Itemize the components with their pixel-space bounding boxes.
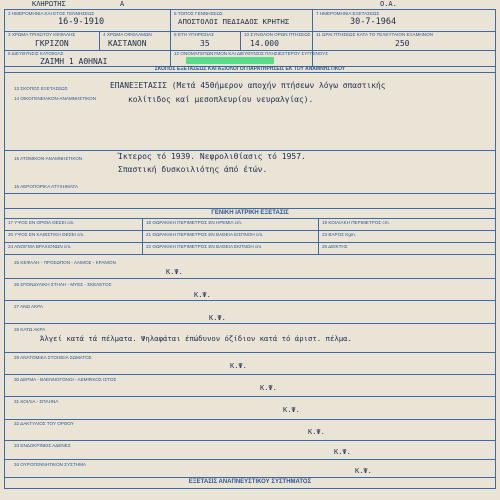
rule	[4, 242, 496, 243]
rule	[4, 419, 496, 420]
total-flight-hours-label: 10 ΣΥΝΟΛΟΝ ΟΡΩΝ ΠΤΗΣΕΩΣ	[244, 32, 311, 37]
birthdate-label: 2 ΗΜΕΡΟΜΗΝΙΑ ΚΑΙ ΕΤΟΣ ΓΕΝΝΗΣΕΩΣ	[8, 11, 95, 16]
rule	[4, 488, 496, 489]
rule	[495, 9, 496, 488]
endocrine-value: Κ.Ψ.	[334, 448, 351, 456]
birthplace-value: ΑΠΟΣΤΟΛΟΙ ΠΕΔΙΑΔΟΣ ΚΡΗΤΗΣ	[178, 17, 290, 26]
rule	[4, 218, 496, 219]
recent-flight-hours-value: 250	[395, 39, 410, 48]
header-field-mid: Α	[120, 0, 125, 8]
rule	[318, 218, 319, 254]
rule	[99, 31, 100, 50]
rule	[4, 72, 496, 73]
personal-history-line-2: Σπαστική δυσκοιλιότης άπό έτών.	[118, 165, 268, 174]
recent-flight-hours-label: 11 ΩΡΑΙ ΠΤΗΣΕΩΣ ΚΑΤΑ ΤΟ ΤΕΛΕΥΤΑΙΟΝ ΕΞΑΜΗΝΟΝ	[316, 32, 433, 37]
redaction-highlight	[186, 57, 274, 64]
abdomen-label: 31 ΚΟΙΛΙΑ - ΣΠΛΗΝΑ	[14, 399, 59, 404]
eye-color-label: 4 ΧΡΩΜΑ ΟΦΘΑΛΜΩΝ	[103, 32, 152, 37]
upper-limbs-label: 27 ΑΝΩ ΑΚΡΑ	[14, 304, 43, 309]
sitting-height-label: 20 ΥΨΟΣ ΕΝ ΚΑΘΙΣΤΙΚΗ ΘΕΣΕΙ cm.	[8, 232, 85, 237]
rule	[4, 440, 496, 441]
lower-limbs-value: Άλγεί κατά τά πέλματα. Ψηλαφάται έπώδυνον όζίδιον κατά τό άριστ. πέλμα.	[40, 334, 352, 343]
chest-rest-label: 18 ΘΩΡΑΚΙΚΗ ΠΕΡΙΜΕΤΡΟΣ ΕΝ ΗΡΕΜΙΑ cm.	[146, 220, 243, 225]
head-value: Κ.Ψ.	[166, 268, 183, 276]
respiratory-exam-title: ΕΞΕΤΑΣΙΣ ΑΝΑΠΝΕΥΣΤΙΚΟΥ ΣΥΣΤΗΜΑΤΟΣ	[188, 479, 312, 485]
hair-color-label: 3 ΧΡΩΜΑ ΤΡΙΧΩΤΟΥ ΚΕΦΑΛΗΣ	[8, 32, 76, 37]
total-flight-hours-value: 14.000	[250, 39, 279, 48]
rule	[312, 9, 313, 66]
birthdate-value: 16-9-1910	[58, 17, 105, 27]
rule	[240, 31, 241, 50]
next-of-kin-label: 12 ΟΝΟΜΑΤΕΠΩΝΥΜΟΝ ΚΑΙ ΔΙΕΥΘΥΝΣΙΣ ΠΛΗΣΙΕΣΤΕΡΟΥ ΣΥΓΓΕΝΟΥΣ	[174, 51, 329, 56]
rule	[4, 352, 496, 353]
rule	[4, 459, 496, 460]
service-years-label: 8 ΕΤΗ ΥΠΗΡΕΣΙΑΣ	[174, 32, 215, 37]
rule	[4, 278, 496, 279]
exam-date-label: 7 ΗΜΕΡΟΜΗΝΙΑ ΕΞΕΤΑΣΕΩΣ	[316, 11, 380, 16]
rule	[4, 254, 496, 255]
anatomy-value: Κ.Ψ.	[230, 362, 247, 370]
head-label: 25 ΚΕΦΑΛΗ - ΠΡΟΣΩΠΟΝ - ΛΑΙΜΟΣ - ΚΡΑΝΙΟΝ	[14, 260, 116, 265]
rule	[4, 193, 496, 194]
birthplace-label: 5 ΤΟΠΟΣ ΓΕΝΝΗΣΕΩΣ	[174, 11, 223, 16]
endocrine-label: 33 ΕΝΔΟΚΡΙΝΕΙΣ ΑΔΕΝΕΣ	[14, 443, 71, 448]
skin-label: 30 ΔΕΡΜΑ - ΒΛΕΝΝΟΓΟΝΟΙ - ΛΕΜΦΙΚΟΣ ΙΣΤΟΣ	[14, 377, 117, 382]
personal-history-line-1: Ίκτερος τό 1939. Νεφρολιθίασις τό 1957.	[118, 152, 306, 161]
abdominal-label: 19 ΚΟΙΛΙΑΚΗ ΠΕΡΙΜΕΤΡΟΣ cm.	[322, 220, 390, 225]
rule	[4, 9, 5, 488]
rectum-value: Κ.Ψ.	[308, 428, 325, 436]
spine-label: 26 ΣΠΟΝΔΥΛΙΚΗ ΣΤΗΛΗ - ΜΥΕΣ - ΣΚΕΛΕΤΟΣ	[14, 282, 112, 287]
spine-value: Κ.Ψ.	[194, 291, 211, 299]
rule	[4, 230, 496, 231]
rule	[4, 323, 496, 324]
air-accidents-label: 16 ΑΕΡΟΠΟΡΙΚΑ ΑΤΥΧΗΜΑΤΑ	[14, 184, 79, 189]
anatomy-label: 29 ΑΝΑΤΟΜΙΚΑ ΣΤΟΙΧΕΙΑ ΣΩΜΑΤΟΣ	[14, 355, 92, 360]
address-label: 6 ΔΙΕΥΘΥΝΣΙΣ ΚΑΤΟΙΚΙΑΣ	[8, 51, 64, 56]
eye-color-value: ΚΑΣΤΑΝΟΝ	[108, 39, 147, 48]
service-years-value: 35	[200, 39, 210, 48]
rule	[4, 374, 496, 375]
upper-limbs-value: Κ.Ψ.	[209, 314, 226, 322]
personal-history-label: 15 ΑΤΟΜΙΚΟΝ-ΑΝΑΜΝΗΣΤΙΚΟΝ	[14, 156, 83, 161]
rule	[4, 300, 496, 301]
weight-label: 23 ΒΑΡΟΣ Kgm.	[322, 232, 356, 237]
abdomen-value: Κ.Ψ.	[283, 406, 300, 414]
chest-inhale-label: 21 ΘΩΡΑΚΙΚΗ ΠΕΡΙΜΕΤΡΟΣ ΕΝ ΒΑΘΕΙΑ ΕΙΣΠΝΟΗ cm.	[146, 232, 264, 237]
purpose-section-title: ΣΚΟΠΟΣ ΕΞΕΤΑΣΕΩΣ ΚΑΙ ΑΞΙΟΛΟΓΟΙ ΠΑΡΑΤΗΡΗΣΕΙΣ ΕΚ ΤΟΥ ΑΝΑΜΝΗΣΤΙΚΟΥ	[154, 66, 346, 72]
arm-span-label: 24 ΑΝΟΙΓΜΑ ΒΡΑΧΙΟΝΩΝ cm.	[8, 244, 72, 249]
rule	[170, 9, 171, 66]
general-exam-title: ΓΕΝΙΚΗ ΙΑΤΡΙΚΗ ΕΞΕΤΑΣΙΣ	[211, 210, 289, 216]
lower-limbs-label: 28 ΚΑΤΩ ΑΚΡΑ	[14, 327, 46, 332]
standing-height-label: 17 ΥΨΟΣ ΕΝ ΟΡΘΙΑ ΘΕΣΕΙ cm.	[8, 220, 75, 225]
rectum-label: 32 ΔΑΚΤΥΛΙΟΣ ΤΟΥ ΟΡΘΟΥ	[14, 421, 74, 426]
exam-purpose-line-1: ΕΠΑΝΕΞΕΤΑΣΙΣ (Μετά 45θήμερον αποχήν πτήσεων λόγω σπαστικής	[110, 81, 386, 90]
rule	[4, 9, 496, 10]
urogenital-label: 34 ΟΥΡΟΓΕΝΝΗΤΙΚΟΝ ΣΥΣΤΗΜΑ	[14, 462, 86, 467]
skin-value: Κ.Ψ.	[260, 384, 277, 392]
header-field-right: Ο.Α.	[380, 0, 397, 8]
rule	[4, 150, 496, 151]
chest-exhale-label: 22 ΘΩΡΑΚΙΚΗ ΠΕΡΙΜΕΤΡΟΣ ΕΝ ΒΑΘΕΙΑ ΕΚΠΝΟΗ cm.	[146, 244, 263, 249]
exam-date-value: 30-7-1964	[350, 17, 397, 27]
urogenital-value: Κ.Ψ.	[355, 467, 372, 475]
header-field-left: ΚΛΗΡΩΤΗΣ	[32, 0, 66, 8]
family-history-label: 14 ΟΙΚΟΓΕΝΕΙΑΚΟΝ-ΑΝΑΜΝΗΣΤΙΚΟΝ	[14, 96, 97, 101]
address-value: ΖΑΙΜΗ 1 ΑΘΗΝΑΙ	[40, 57, 108, 66]
index-label: 26 ΔΕΙΚΤΗΣ	[322, 244, 348, 249]
exam-purpose-line-2: κολίτιδος καί μεσοπλευρίου νευραλγίας).	[128, 95, 314, 104]
rule	[4, 477, 496, 478]
exam-purpose-label: 13 ΣΚΟΠΟΣ ΕΞΕΤΑΣΕΩΣ	[14, 86, 68, 91]
rule	[142, 218, 143, 254]
hair-color-value: ΓΚΡΙΖΟΝ	[35, 39, 69, 48]
rule	[4, 396, 496, 397]
rule	[4, 208, 496, 209]
